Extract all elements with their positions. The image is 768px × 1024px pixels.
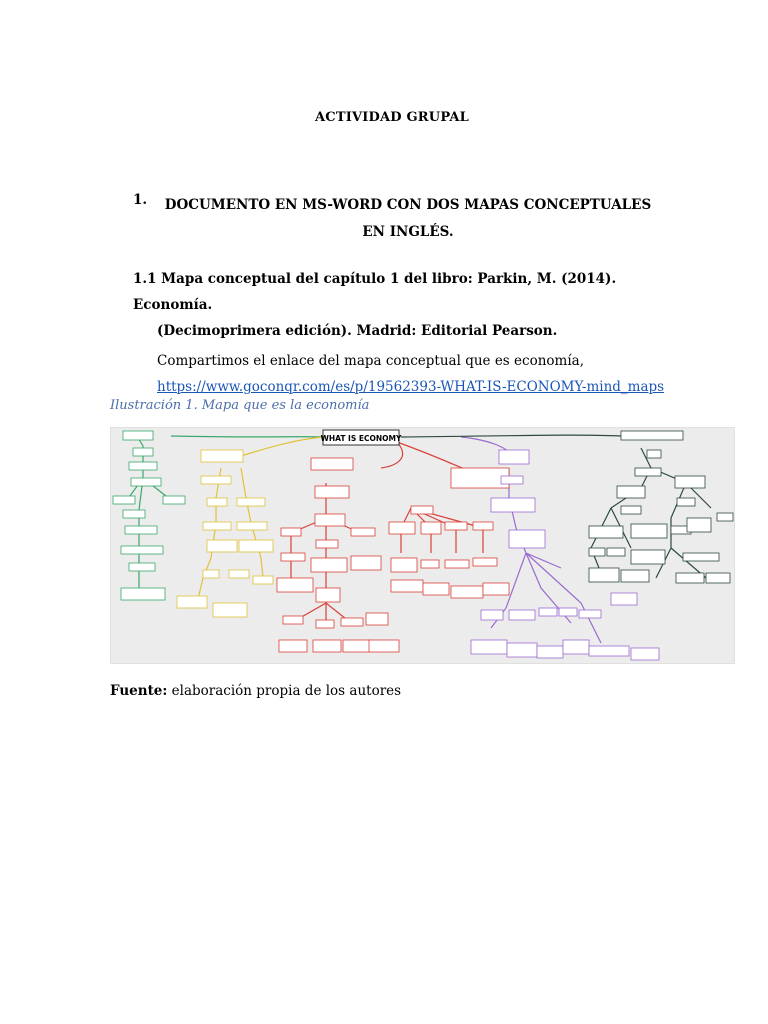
paragraph <box>157 348 677 400</box>
section-heading: DOCUMENTO EN MS-WORD CON DOS MAPAS CONCEPTUALES EN INGLÉS. <box>164 197 652 240</box>
source-text: elaboración propia de los autores <box>167 683 402 699</box>
figure-caption: Ilustración 1. Mapa que es la economía <box>110 398 370 413</box>
source-line <box>110 683 401 699</box>
document-title: ACTIVIDAD GRUPAL <box>314 110 469 125</box>
concept-map-image <box>110 427 735 664</box>
source-label: Fuente: <box>110 683 168 699</box>
section-number: 1. <box>133 192 148 208</box>
paragraph-text: Compartimos el enlace del mapa conceptual que es economía, <box>157 353 584 369</box>
subsection-line-2: (Decimoprimera edición). Madrid: Editorial Pearson. <box>157 323 558 339</box>
mindmap-link[interactable]: https://www.goconqr.com/es/p/19562393-WHAT-IS-ECONOMY-mind_maps <box>157 379 665 395</box>
map-title: WHAT IS ECONOMY <box>320 434 402 443</box>
subsection-line-1: 1.1 Mapa conceptual del capítulo 1 del libro: Parkin, M. (2014). Economía. <box>133 271 617 313</box>
concept-map-drawing <box>111 428 734 663</box>
subsection-heading <box>133 266 653 344</box>
